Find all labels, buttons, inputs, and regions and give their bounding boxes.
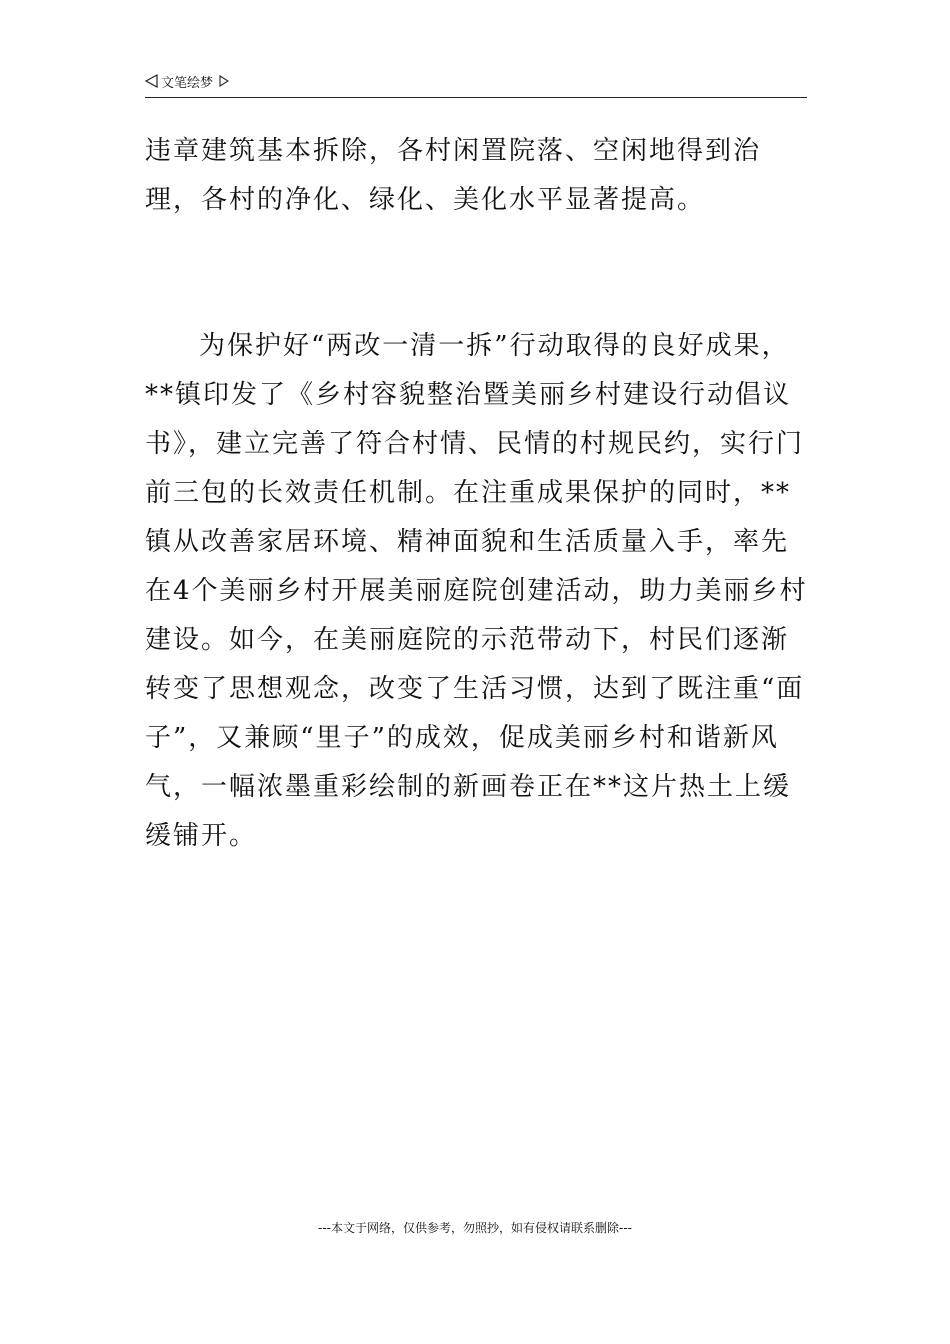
header-brand-text: 文笔绘梦 <box>161 76 214 91</box>
body-paragraph-1: 违章建筑基本拆除，各村闲置院落、空闲地得到治理，各村的净化、绿化、美化水平显著提高。 <box>145 136 762 215</box>
page-header <box>145 72 807 98</box>
body-paragraph-2: 为保护好“两改一清一拆”行动取得的良好成果，**镇印发了《乡村容貌整治暨美丽乡村建设行动倡议书》，建立完善了符合村情、民情的村规民约，实行门前三包的长效责任机制。在注重成果保护的同时，**镇从改善家居环境、精神面貌和生活质量入手，率先在4个美丽乡村开展美丽庭院创建活动，助力美丽乡村建设。如今，在美丽庭院的示范带动下，村民们逐渐转变了思想观念，改变了生活习惯，达到了既注重“面子”，又兼顾“里子”的成效，促成美丽乡村和谐新风气，一幅浓墨重彩绘制的新画卷正在**这片热土上缓缓铺开。 <box>145 331 808 851</box>
footer-notice: ---本文于网络，仅供参考，勿照抄，如有侵权请联系删除--- <box>318 1221 632 1235</box>
header-brand <box>145 74 229 94</box>
left-triangle-icon <box>145 74 158 94</box>
right-triangle-icon <box>219 75 229 93</box>
